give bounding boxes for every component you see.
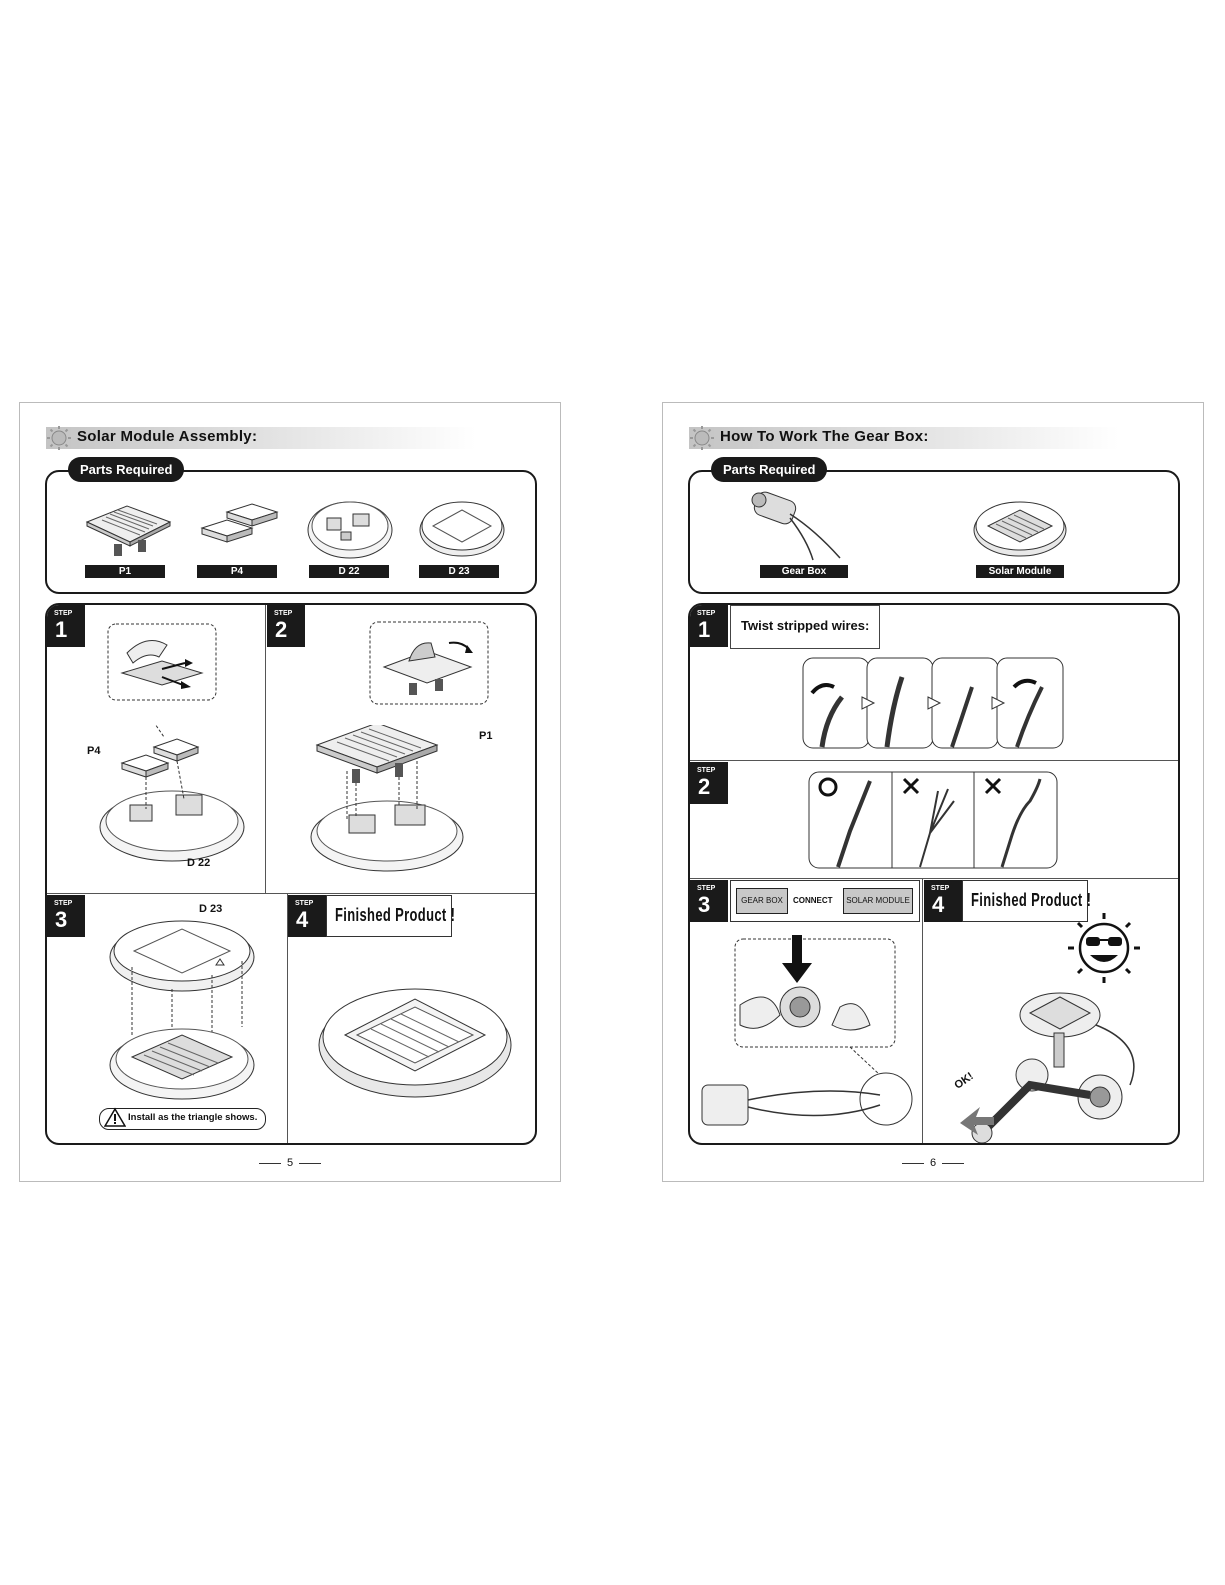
p1-solar-panel-illustration — [82, 500, 172, 560]
smiling-sun-icon — [1062, 911, 1146, 985]
page-5 — [19, 402, 561, 1182]
twist-wires-label: Twist stripped wires: — [730, 605, 880, 649]
step-badge-4 — [924, 880, 962, 922]
finished-product-text: Finished Product ! — [971, 890, 1092, 910]
part-label-gear-box: Gear Box — [760, 565, 848, 578]
page-number — [663, 1157, 1203, 1169]
section-header — [46, 423, 476, 453]
part-label-d23: D 23 — [419, 565, 499, 578]
part-label-d22: D 22 — [309, 565, 389, 578]
step-number: 1 — [698, 617, 711, 642]
finished-product-banner — [326, 895, 456, 937]
sun-icon — [689, 425, 715, 451]
step-word: STEP — [931, 885, 950, 892]
step-word: STEP — [697, 885, 716, 892]
step-number: 4 — [932, 892, 945, 917]
d22-base-illustration — [305, 492, 395, 562]
peel-backing-illustration — [107, 623, 217, 703]
step-badge-2 — [690, 762, 728, 804]
connect-wires-illustration — [700, 935, 916, 1135]
parts-required-tag: Parts Required — [711, 457, 827, 482]
divider-horizontal-1 — [690, 760, 1178, 761]
step-number: 3 — [55, 907, 68, 932]
connect-diagram — [730, 880, 920, 922]
part-label-p1: P1 — [85, 565, 165, 578]
divider-vertical-bottom — [922, 878, 923, 1143]
step-word: STEP — [295, 900, 314, 907]
finished-product-text: Finished Product ! — [335, 905, 456, 925]
page-6 — [662, 402, 1204, 1182]
parts-required-box — [45, 470, 537, 594]
part-label-p4: P4 — [197, 565, 277, 578]
step-word: STEP — [54, 900, 73, 907]
step-number: 2 — [275, 617, 288, 642]
page-number-rule — [902, 1163, 924, 1164]
parts-required-tag: Parts Required — [68, 457, 184, 482]
step-word: STEP — [697, 767, 716, 774]
callout-d22: D 22 — [187, 857, 211, 869]
step-number: 4 — [296, 907, 309, 932]
page-number-text: 6 — [929, 1157, 937, 1169]
step-word: STEP — [54, 610, 73, 617]
finished-solar-module-illustration — [315, 975, 515, 1105]
step-word: STEP — [274, 610, 293, 617]
page-number-text: 5 — [286, 1157, 294, 1169]
step-badge-3 — [690, 880, 728, 922]
connect-text: CONNECT — [793, 896, 833, 905]
callout-p4: P4 — [87, 745, 101, 757]
page-number-rule — [942, 1163, 964, 1164]
warning-triangle-icon — [104, 1107, 126, 1127]
step-word: STEP — [697, 610, 716, 617]
part-label-solar-module: Solar Module — [976, 565, 1064, 578]
step1-base-illustration — [92, 725, 252, 870]
peel-panel-backing-illustration — [369, 621, 489, 707]
triangle-warning — [99, 1108, 266, 1130]
page-number-rule — [259, 1163, 281, 1164]
parts-required-box — [688, 470, 1180, 594]
section-header — [689, 423, 1119, 453]
gear-box-box: GEAR BOX — [736, 888, 788, 914]
step-badge-3 — [47, 895, 85, 937]
callout-p1: P1 — [479, 730, 493, 742]
step2-assembly-illustration — [307, 725, 487, 875]
section-title: Solar Module Assembly: — [77, 428, 258, 445]
finished-solar-car-illustration — [960, 985, 1160, 1145]
p4-foam-pads-illustration — [197, 502, 287, 552]
step-badge-2 — [267, 605, 305, 647]
step-number: 3 — [698, 892, 711, 917]
steps-box — [688, 603, 1180, 1145]
warning-text: Install as the triangle shows. — [128, 1112, 258, 1123]
step3-cover-assembly-illustration — [102, 915, 262, 1105]
step-number: 1 — [55, 617, 68, 642]
steps-box — [45, 603, 537, 1145]
ok-label: OK! — [952, 1070, 976, 1092]
gear-box-illustration — [745, 482, 855, 562]
d23-cover-illustration — [417, 492, 507, 562]
wire-quality-comparison-illustration — [808, 771, 1058, 869]
solar-module-box: SOLAR MODULE — [843, 888, 913, 914]
twist-wires-sequence-illustration — [802, 657, 1064, 751]
page-number-rule — [299, 1163, 321, 1164]
step-badge-1 — [690, 605, 728, 647]
divider-horizontal — [47, 893, 535, 894]
section-title: How To Work The Gear Box: — [720, 428, 929, 445]
callout-d23: D 23 — [199, 903, 223, 915]
page-number — [20, 1157, 560, 1169]
sun-icon — [46, 425, 72, 451]
divider-vertical-top — [265, 605, 266, 893]
step-number: 2 — [698, 774, 711, 799]
solar-module-part-illustration — [970, 492, 1070, 562]
step-badge-1 — [47, 605, 85, 647]
divider-horizontal-2 — [690, 878, 1178, 879]
step-badge-4 — [288, 895, 326, 937]
